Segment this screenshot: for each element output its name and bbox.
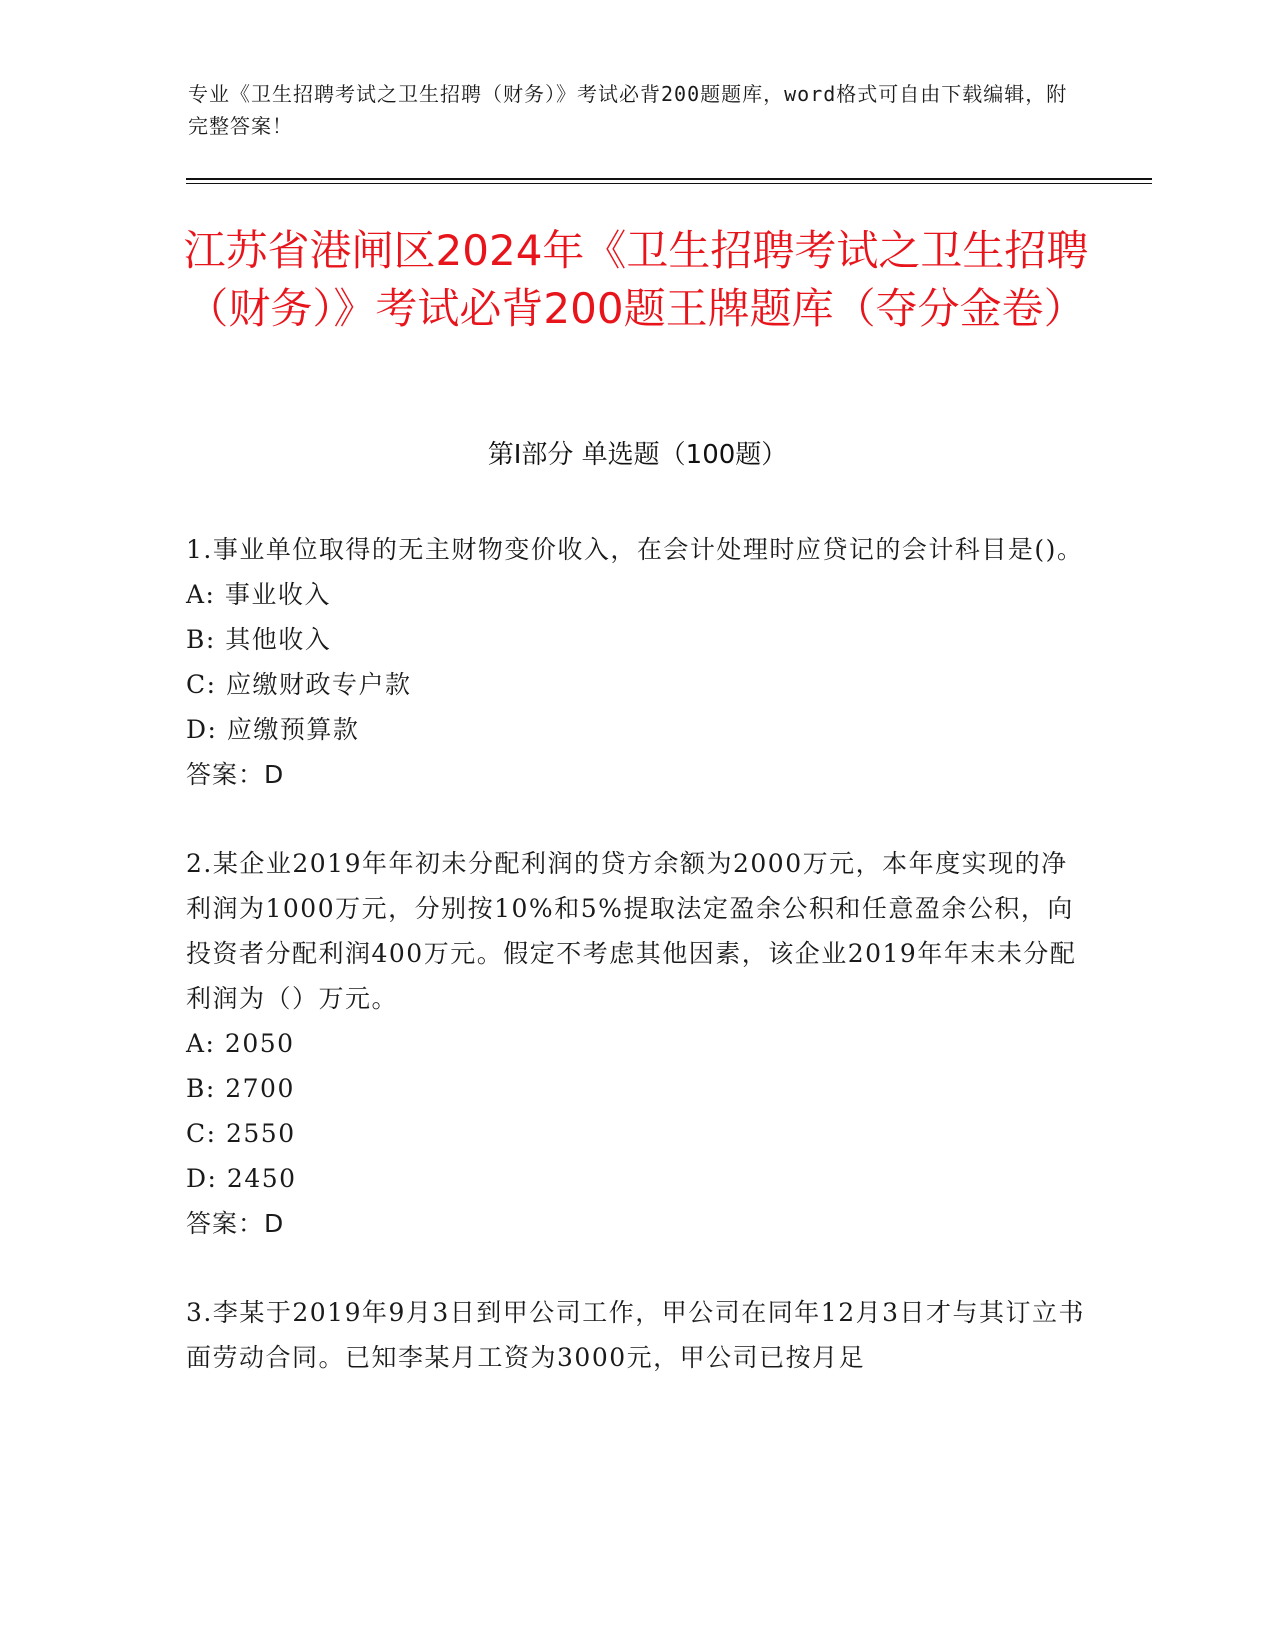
question-3 (186, 1290, 1086, 1380)
header-note: 专业《卫生招聘考试之卫生招聘（财务）》考试必背200题题库，word格式可自由下载编辑，附完整答案！ (188, 82, 1068, 138)
option-d: D: 应缴预算款 (186, 715, 360, 744)
question-2 (186, 841, 1086, 1246)
question-1 (186, 527, 1086, 797)
option-c: C: 2550 (186, 1119, 296, 1148)
question-text: 1.事业单位取得的无主财物变价收入，在会计处理时应贷记的会计科目是()。 (186, 535, 1084, 564)
option-c: C: 应缴财政专户款 (186, 670, 412, 699)
option-b: B: 2700 (186, 1074, 295, 1103)
section-title: 第Ⅰ部分 单选题（100题） (487, 440, 788, 470)
option-a: A: 事业收入 (186, 580, 331, 609)
document-title: 江苏省港闸区2024年《卫生招聘考试之卫生招聘（财务）》考试必背200题王牌题库（夺分金卷） (183, 226, 1089, 333)
answer: 答案：D (186, 1209, 285, 1238)
option-a: A: 2050 (186, 1029, 295, 1058)
header-divider-thick (186, 178, 1152, 180)
option-d: D: 2450 (186, 1164, 297, 1193)
question-text: 2.某企业2019年年初未分配利润的贷方余额为2000万元，本年度实现的净利润为1000万元，分别按10%和5%提取法定盈余公积和任意盈余公积，向投资者分配利润400万元。假定不考虑其他因素，该企业2019年年末未分配利润为（）万元。 (186, 849, 1077, 1013)
question-text: 3.李某于2019年9月3日到甲公司工作，甲公司在同年12月3日才与其订立书面劳动合同。已知李某月工资为3000元，甲公司已按月足 (186, 1298, 1086, 1372)
header-divider-thin (186, 183, 1152, 184)
option-b: B: 其他收入 (186, 625, 332, 654)
answer: 答案：D (186, 760, 285, 789)
question-list (186, 527, 1086, 1424)
